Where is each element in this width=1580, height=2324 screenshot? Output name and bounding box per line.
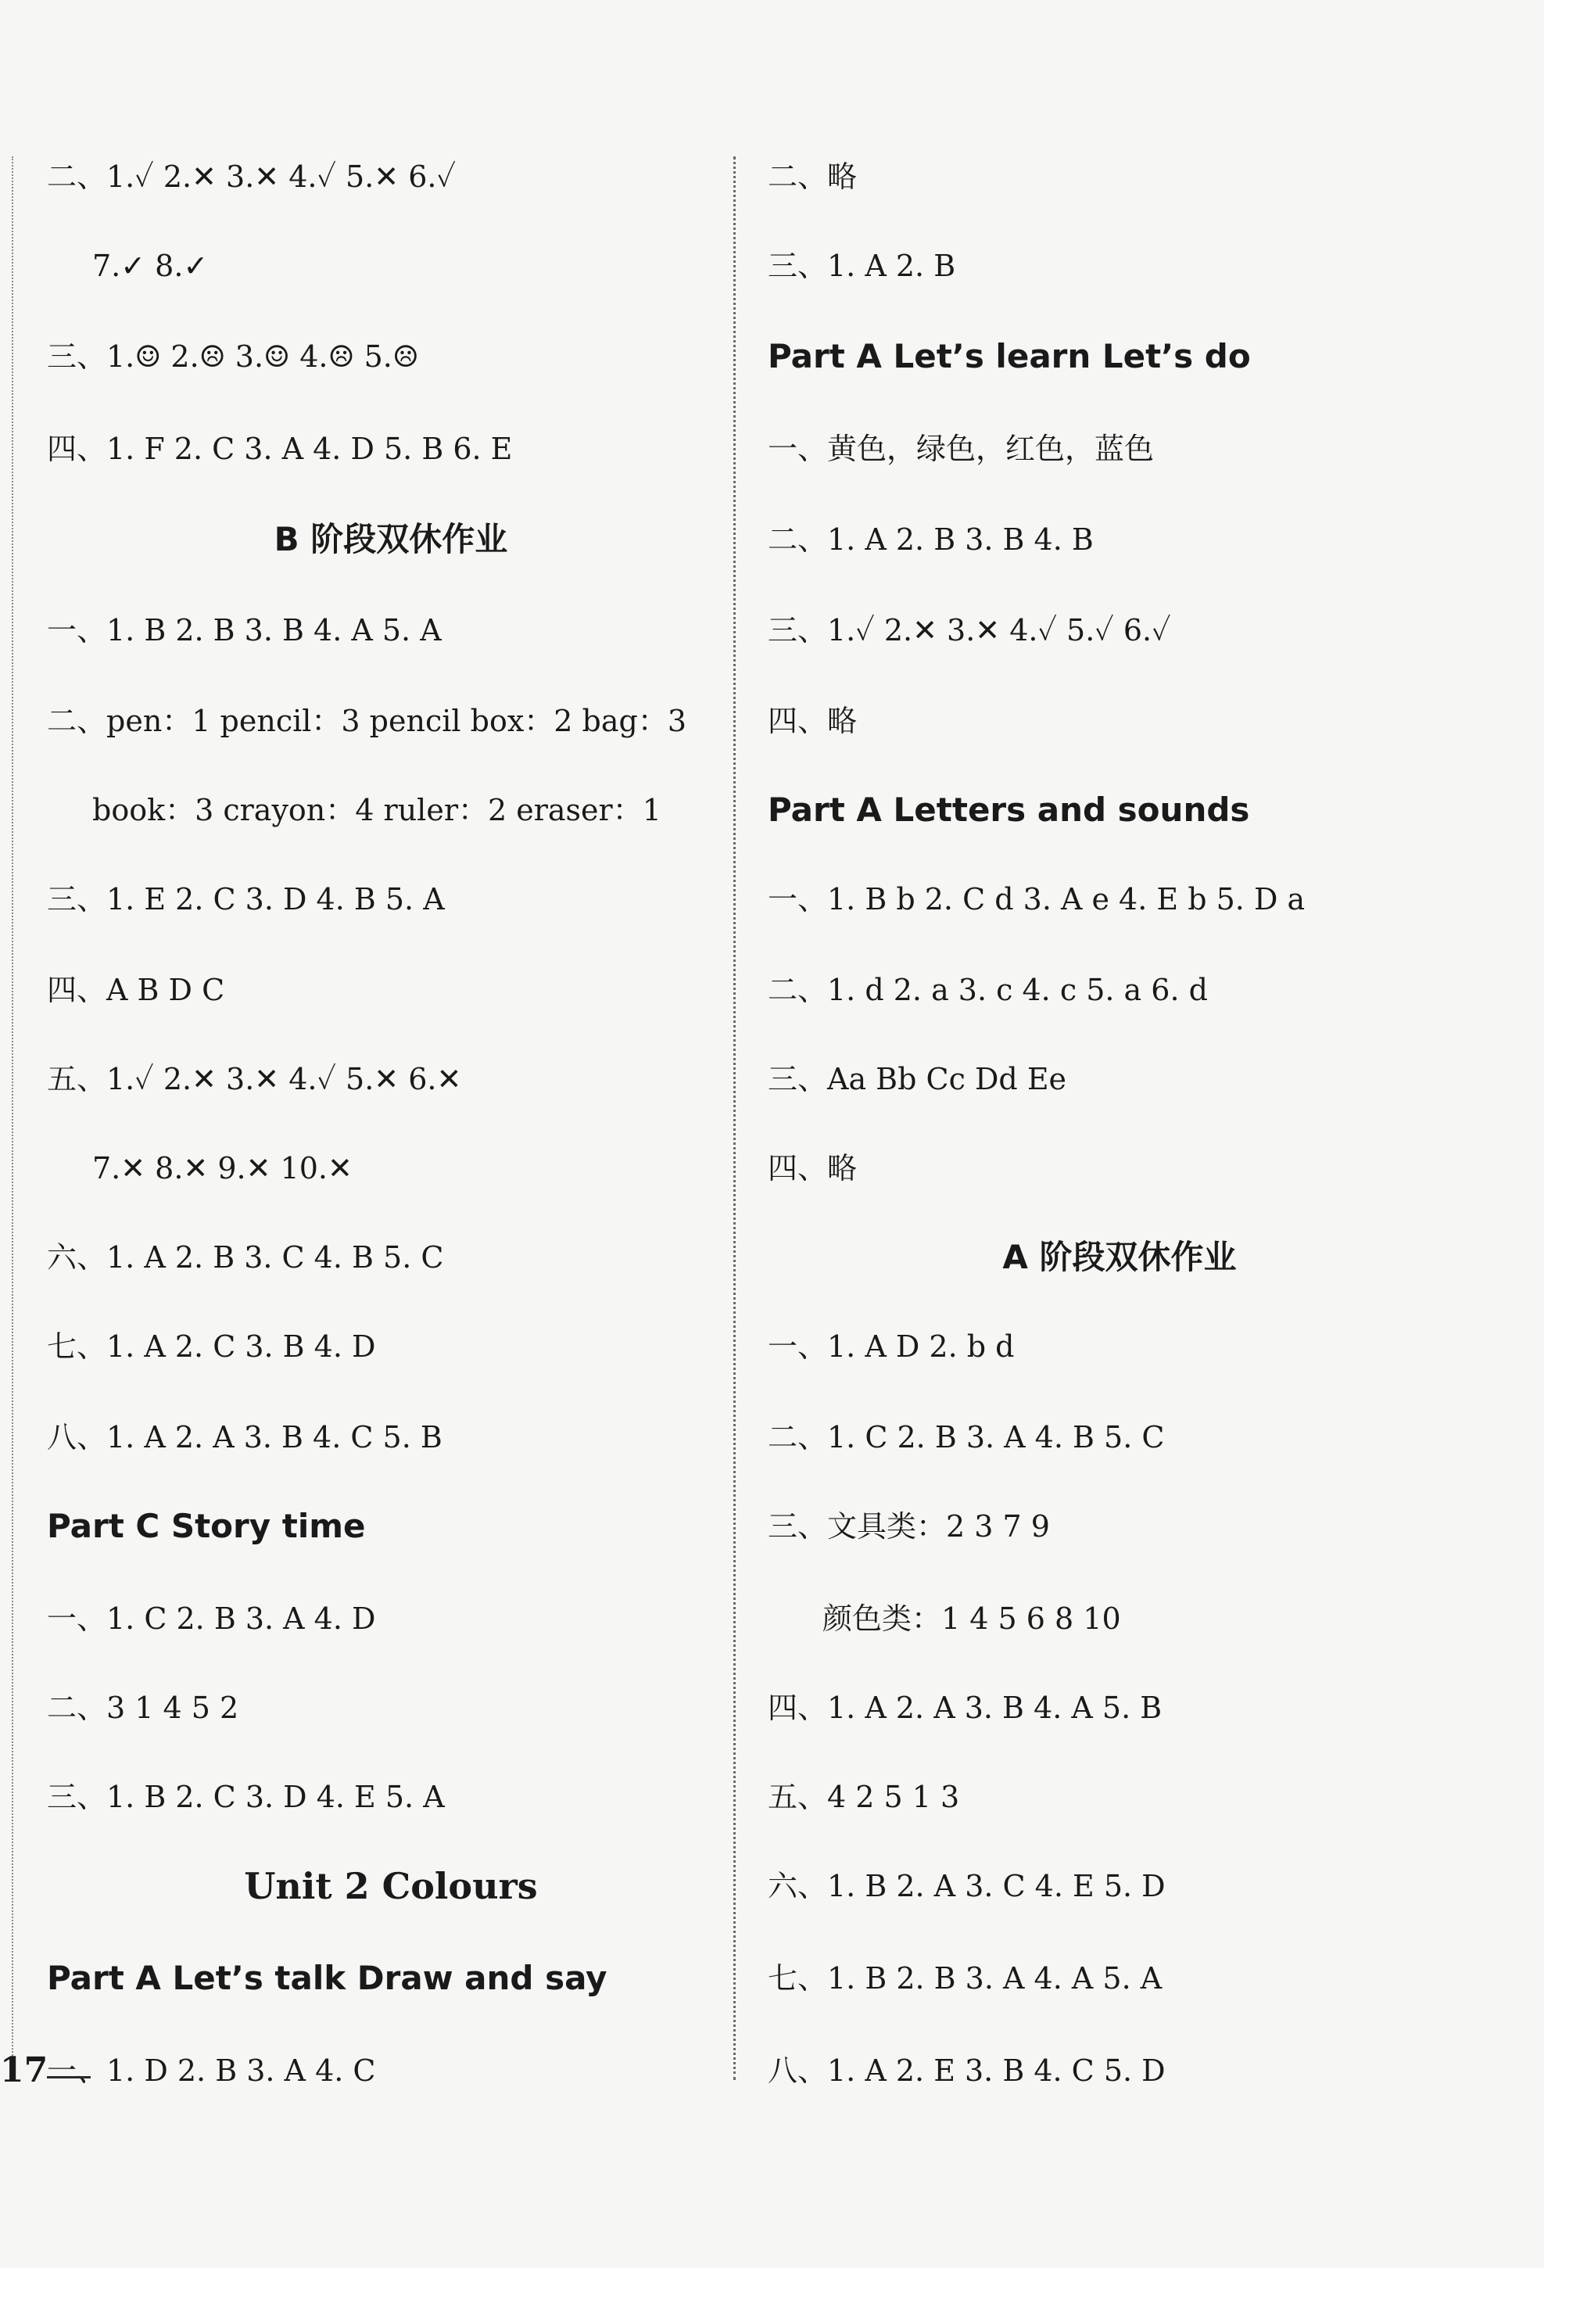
answer-line: 一、1. D 2. B 3. A 4. C [47,2053,376,2088]
answer-line: 二、1. C 2. B 3. A 4. B 5. C [768,1420,1165,1454]
answer-line: 四、1. A 2. A 3. B 4. A 5. B [768,1691,1163,1725]
part-heading: Part A Letters and sounds [768,791,1250,829]
unit-heading: Unit 2 Colours [244,1865,538,1907]
answer-line: 七、1. B 2. B 3. A 4. A 5. A [768,1961,1163,1996]
answer-line: 三、1. B 2. C 3. D 4. E 5. A [47,1780,445,1814]
answer-line: 一、1. A D 2. b d [768,1329,1015,1364]
answer-line: 四、略 [768,1151,858,1185]
answer-line: 八、1. A 2. E 3. B 4. C 5. D [768,2053,1166,2088]
answer-line: 二、1. d 2. a 3. c 4. c 5. a 6. d [768,973,1208,1007]
answer-line: 一、1. B 2. B 3. B 4. A 5. A [47,613,442,647]
answer-line: 四、A B D C [47,973,225,1007]
answer-line: 一、黄色，绿色，红色，蓝色 [768,432,1155,466]
answer-line: 三、1. A 2. B [768,249,956,283]
answer-line: 一、1. C 2. B 3. A 4. D [47,1601,376,1636]
section-heading: A 阶段双休作业 [1002,1238,1237,1276]
answer-line: 一、1. B b 2. C d 3. A e 4. E b 5. D a [768,882,1306,916]
page-margin-right [1544,0,1580,2324]
column-divider [733,156,736,2080]
answer-line: 二、3 1 4 5 2 [47,1691,239,1725]
page-number: 17 [0,2050,48,2090]
answer-line: 三、文具类：2 3 7 9 [768,1509,1050,1544]
answer-line: 六、1. B 2. A 3. C 4. E 5. D [768,1869,1166,1903]
answer-line: 7.✓ 8.✓ [92,249,209,283]
section-heading: B 阶段双休作业 [274,520,508,558]
part-heading: Part A Let’s talk Draw and say [47,1959,607,1997]
answer-line: 八、1. A 2. A 3. B 4. C 5. B [47,1420,442,1454]
part-heading: Part C Story time [47,1507,366,1545]
answer-line: book：3 crayon：4 ruler：2 eraser：1 [92,793,661,827]
answer-line: 二、pen：1 pencil：3 pencil box：2 bag：3 [47,704,687,738]
answer-line: 三、Aa Bb Cc Dd Ee [768,1062,1067,1096]
answer-line: 二、1.✓ 2.✕ 3.✕ 4.✓ 5.✕ 6.✓ [47,160,456,194]
answer-line: 颜色类：1 4 5 6 8 10 [822,1601,1121,1636]
part-heading: Part A Let’s learn Let’s do [768,337,1251,375]
page-number-dash [47,2076,91,2078]
answer-line: 7.✕ 8.✕ 9.✕ 10.✕ [92,1151,353,1185]
answer-line: 五、1.✓ 2.✕ 3.✕ 4.✓ 5.✕ 6.✕ [47,1062,462,1096]
answer-line: 四、略 [768,704,858,738]
answer-line: 六、1. A 2. B 3. C 4. B 5. C [47,1240,444,1275]
margin-rule [12,156,13,2080]
answer-line: 二、1. A 2. B 3. B 4. B [768,522,1094,557]
answer-line: 三、1. E 2. C 3. D 4. B 5. A [47,882,445,916]
page-margin-bottom [0,2268,1580,2324]
answer-line: 三、1.☺ 2.☹ 3.☺ 4.☹ 5.☹ [47,339,419,374]
answer-line: 七、1. A 2. C 3. B 4. D [47,1329,376,1364]
answer-line: 三、1.✓ 2.✕ 3.✕ 4.✓ 5.✓ 6.✓ [768,613,1171,647]
answer-line: 四、1. F 2. C 3. A 4. D 5. B 6. E [47,432,513,466]
answer-line: 二、略 [768,160,858,194]
answer-line: 五、4 2 5 1 3 [768,1780,960,1814]
